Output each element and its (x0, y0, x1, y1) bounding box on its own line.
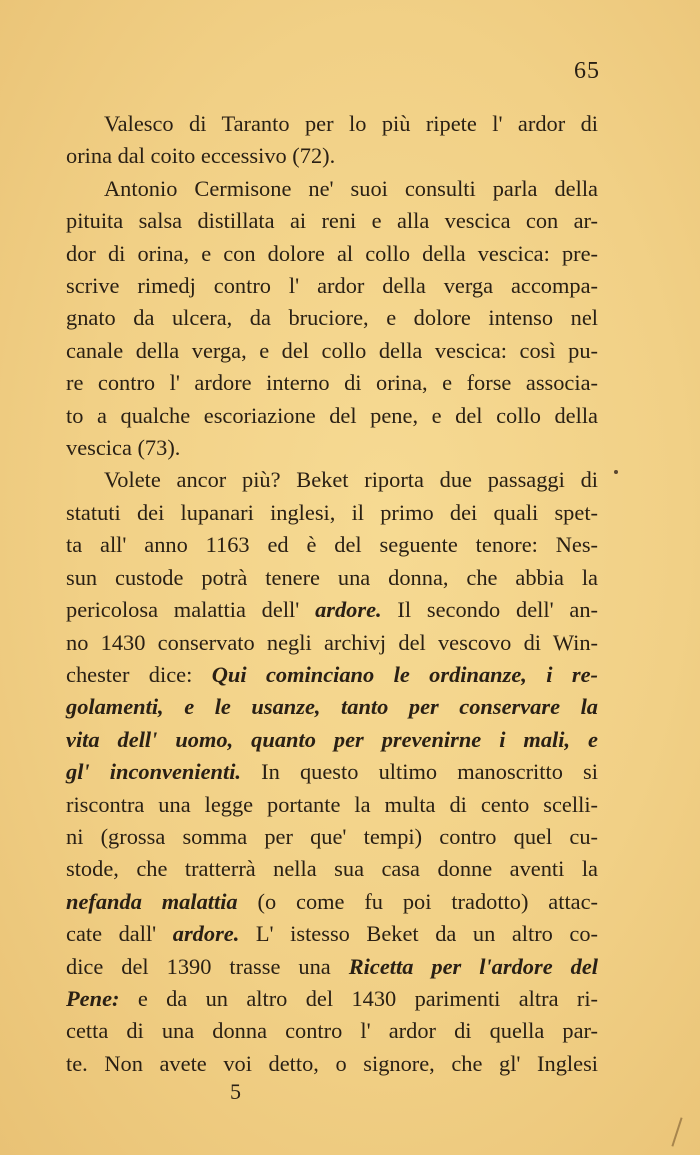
line-text: Volete ancor più? Beket riporta due passaggi di (104, 467, 598, 493)
line-text: vescica (73). (66, 435, 181, 461)
line-text: stode, che tratterrà nella sua casa donne aventi la (66, 856, 598, 882)
text-line (66, 173, 598, 205)
text-line (66, 853, 598, 885)
line-text-after: e da un altro del 1430 parimenti altra ri- (119, 985, 598, 1011)
italic-text: Pene: (66, 985, 120, 1011)
line-text: Valesco di Taranto per lo più ripete l' ardor di (104, 111, 598, 136)
line-text: scrive rimedj contro l' ardor della verga accompa- (66, 273, 598, 299)
text-line (66, 594, 598, 626)
line-text: re contro l' ardore interno di orina, e forse associa- (66, 370, 598, 396)
text-line (66, 464, 598, 496)
italic-text: nefanda malattia (66, 888, 238, 914)
text-line (66, 562, 598, 594)
text-line (66, 432, 598, 464)
edge-mark (671, 1117, 682, 1146)
line-text: to a qualche escoriazione del pene, e del collo della (66, 402, 598, 428)
text-line (66, 270, 598, 302)
text-line (66, 659, 598, 691)
text-line (66, 951, 598, 983)
line-text: pituita salsa distillata ai reni e alla vescica con ar- (66, 208, 598, 234)
italic-text: vita dell' uomo, quanto per prevenirne i mali, e (66, 726, 598, 752)
line-text: pericolosa malattia dell' (66, 597, 316, 623)
line-text: orina dal coito eccessivo (72). (66, 143, 336, 169)
text-line (66, 627, 598, 659)
line-text: riscontra una legge portante la multa di cento scelli- (66, 791, 598, 817)
line-text: te. Non avete voi detto, o signore, che gl' Inglesi (66, 1050, 598, 1076)
line-text-after: (o come fu poi tradotto) attac- (237, 888, 598, 914)
text-line (66, 756, 598, 788)
text-line (66, 529, 598, 561)
italic-text: Qui cominciano le ordinanze, i re- (211, 661, 598, 687)
page-number: 65 (574, 58, 600, 84)
ink-speck (614, 470, 618, 474)
text-line (66, 886, 598, 918)
line-text: canale della verga, e del collo della vescica: così pu- (66, 337, 598, 363)
text-line (66, 335, 598, 367)
line-text-after: Il secondo dell' an- (381, 597, 599, 623)
text-line (66, 983, 598, 1015)
text-line (66, 918, 598, 950)
text-line (66, 821, 598, 853)
italic-text: ardore. (172, 921, 240, 947)
text-line (66, 691, 598, 723)
text-line (66, 789, 598, 821)
line-text: chester dice: (66, 661, 212, 687)
text-line (66, 140, 598, 172)
line-text: dor di orina, e con dolore al collo della vescica: pre- (66, 240, 598, 266)
body-text (66, 108, 598, 1080)
italic-text: ardore. (315, 597, 382, 623)
italic-text: golamenti, e le usanze, tanto per conservare la (66, 694, 598, 720)
line-text-after: In questo ultimo manoscritto si (241, 759, 598, 785)
line-text: gnato da ulcera, da bruciore, e dolore intenso nel (66, 305, 598, 331)
text-line (66, 108, 598, 140)
text-line (66, 400, 598, 432)
line-text: Antonio Cermisone ne' suoi consulti parla della (104, 175, 598, 201)
line-text: no 1430 conservato negli archivj del vescovo di Win- (66, 629, 598, 655)
text-line (66, 367, 598, 399)
text-line (66, 302, 598, 334)
line-text: sun custode potrà tenere una donna, che abbia la (66, 564, 598, 590)
text-line (66, 497, 598, 529)
text-line (66, 1015, 598, 1047)
line-text: cate dall' (66, 921, 173, 947)
signature-mark: 5 (230, 1079, 241, 1104)
line-text: ni (grossa somma per que' tempi) contro quel cu- (66, 823, 598, 849)
line-text: ta all' anno 1163 ed è del seguente tenore: Nes- (66, 532, 598, 558)
line-text-after: L' istesso Beket da un altro co- (239, 921, 599, 947)
text-line (66, 238, 598, 270)
italic-text: Ricetta per l'ardore del (348, 953, 598, 979)
line-text: dice del 1390 trasse una (66, 953, 349, 979)
text-line (66, 724, 598, 756)
italic-text: gl' inconvenienti. (66, 759, 242, 785)
text-line (66, 205, 598, 237)
line-text: cetta di una donna contro l' ardor di quella par- (66, 1018, 598, 1044)
text-line (66, 1048, 598, 1080)
line-text: statuti dei lupanari inglesi, il primo dei quali spet- (66, 499, 598, 525)
